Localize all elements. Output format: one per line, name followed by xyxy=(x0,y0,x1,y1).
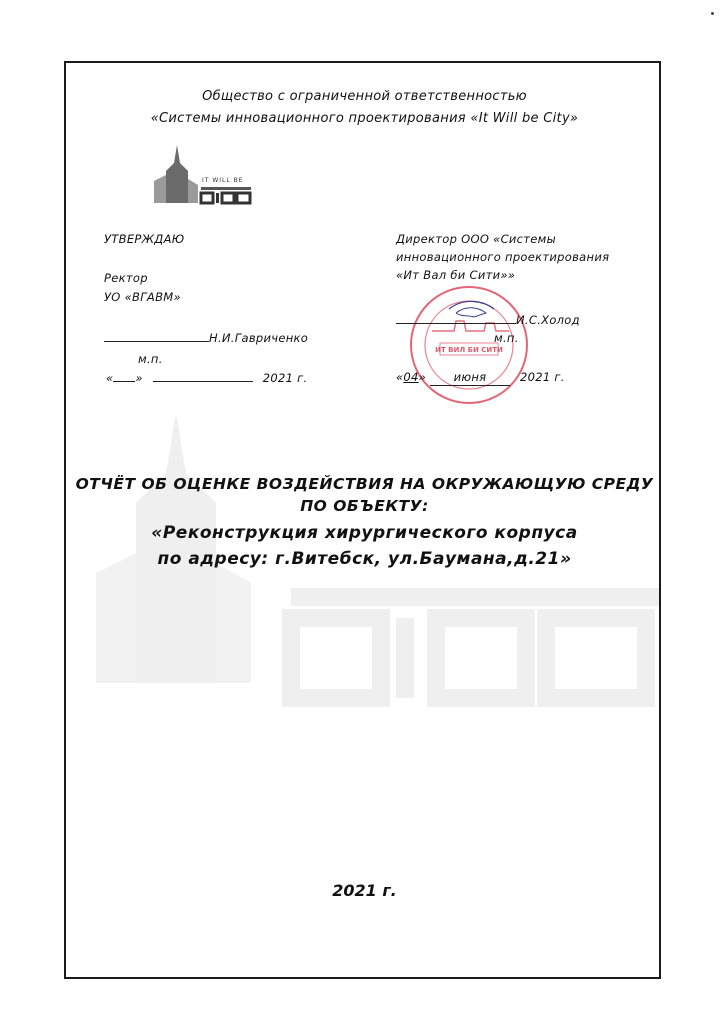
rector-signature-line xyxy=(104,329,324,346)
object-line-1: «Реконструкция хирургического корпуса xyxy=(151,523,578,543)
director-year: 2021 г. xyxy=(519,370,565,384)
stamp-text: ИТ ВИЛ БИ СИТИ xyxy=(435,346,503,354)
director-day: 04 xyxy=(403,370,419,384)
logo-small-text: IT WILL BE xyxy=(202,177,244,184)
date-open-quote: « xyxy=(106,371,114,385)
director-mp: м.п. xyxy=(494,331,519,345)
rector-title: Ректор xyxy=(104,271,148,285)
skyscraper-logo-icon xyxy=(146,141,256,211)
rector-name: Н.И.Гавриченко xyxy=(209,331,309,345)
rector-mp: м.п. xyxy=(138,352,163,366)
director-line-2: инновационного проектирования xyxy=(396,250,610,264)
date-open-quote: « xyxy=(396,370,404,384)
date-close-quote: » xyxy=(135,371,143,385)
page-frame xyxy=(64,61,661,979)
director-line-1: Директор ООО «Системы xyxy=(396,232,557,246)
report-title-line-2: ПО ОБЪЕКТУ: xyxy=(300,497,429,515)
footer-year: 2021 г. xyxy=(332,881,397,900)
director-month: июня xyxy=(430,369,510,386)
director-line-3: «Ит Вал би Сити»» xyxy=(396,268,516,282)
director-name: И.С.Холод xyxy=(516,313,580,327)
rector-org: УО «ВГАВМ» xyxy=(104,290,181,304)
organization-line-1: Общество с ограниченной ответственностью xyxy=(202,89,527,104)
official-stamp xyxy=(394,279,544,409)
date-close-quote: » xyxy=(418,370,427,384)
company-logo xyxy=(146,141,256,211)
director-signature-line xyxy=(396,311,646,328)
rector-year: 2021 г. xyxy=(262,371,308,385)
organization-line-2: «Системы инновационного проектирования «It Will be City» xyxy=(150,111,579,126)
director-date xyxy=(396,369,565,386)
scan-dot xyxy=(711,12,714,15)
report-title-line-1: ОТЧЁТ ОБ ОЦЕНКЕ ВОЗДЕЙСТВИЯ НА ОКРУЖАЮЩУЮ СРЕДУ xyxy=(75,475,654,493)
approve-label: УТВЕРЖДАЮ xyxy=(104,232,185,246)
object-line-2: по адресу: г.Витебск, ул.Баумана,д.21» xyxy=(157,549,572,569)
rector-date xyxy=(106,369,307,386)
